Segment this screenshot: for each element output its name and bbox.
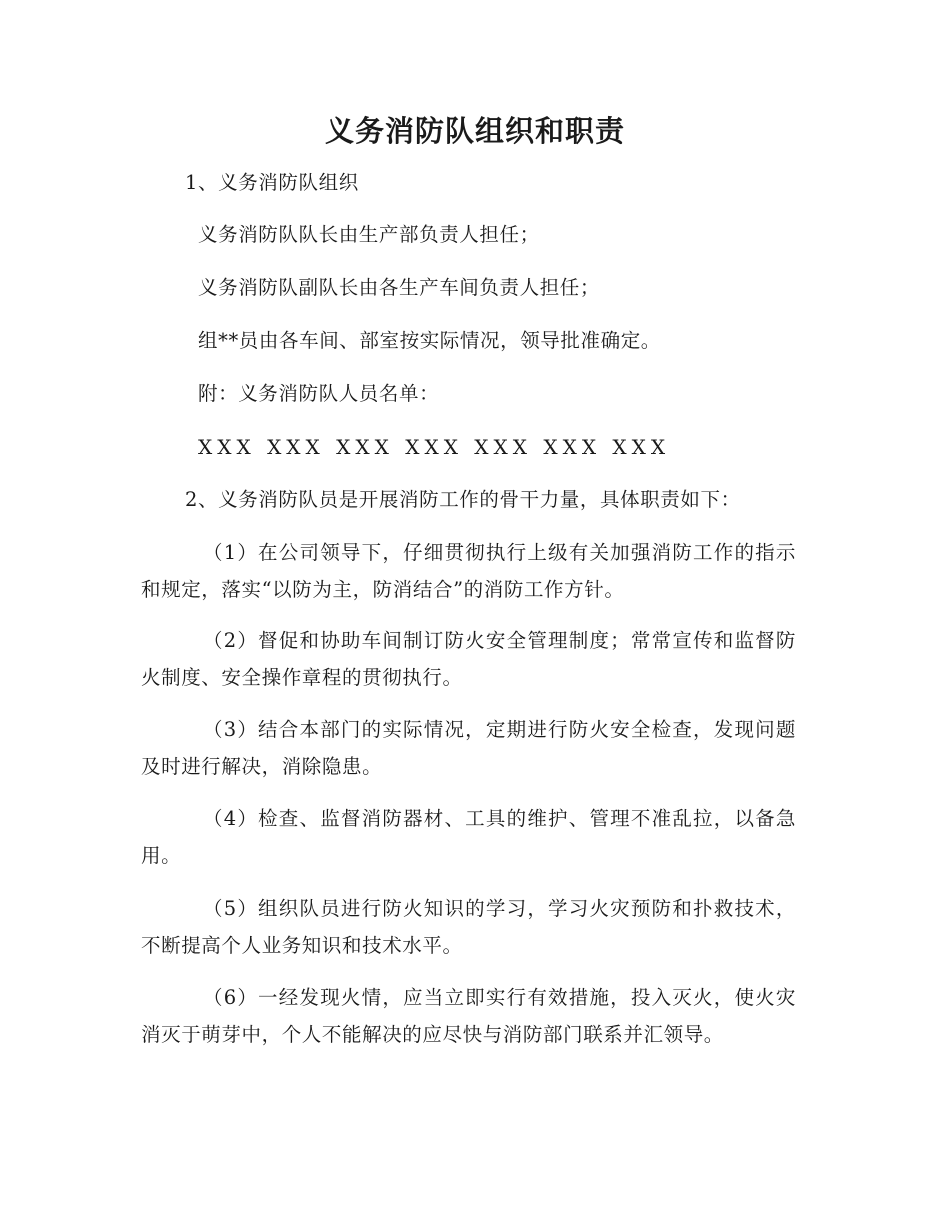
document-title: 义务消防队组织和职责 [324,114,625,148]
duty-item-6: （6）一经发现火情，应当立即实行有效措施，投入灭火，使火灾消灭于萌芽中，个人不能解决的应尽快与消防部门联系并汇领导。 [141,986,796,1046]
vice-captain-line: 义务消防队副队长由各生产车间负责人担任； [198,276,601,299]
appendix-line: 附：义务消防队人员名单： [198,382,440,405]
duty-item-5: （5）组织队员进行防火知识的学习，学习火灾预防和扑救技术，不断提高个人业务知识和技术水平。 [141,897,796,957]
duty-item-1: （1）在公司领导下，仔细贯彻执行上级有关加强消防工作的指示和规定，落实“以防为主，防消结合”的消防工作方针。 [141,541,796,601]
duty-item-4: （4）检查、监督消防器材、工具的维护、管理不准乱拉，以备急用。 [141,807,796,867]
duty-item-2: （2）督促和协助车间制订防火安全管理制度；常常宣传和监督防火制度、安全操作章程的贯彻执行。 [141,629,796,689]
captain-line: 义务消防队队长由生产部负责人担任； [198,223,540,246]
duty-item-3: （3）结合本部门的实际情况，定期进行防火安全检查，发现问题及时进行解决，消除隐患。 [141,718,796,778]
section-1-heading: 1、义务消防队组织 [185,171,359,194]
members-line: 组**员由各车间、部室按实际情况，领导批准确定。 [198,329,661,352]
section-2-heading: 2、义务消防队员是开展消防工作的骨干力量，具体职责如下： [185,488,741,511]
member-names-list: XXX XXX XXX XXX XXX XXX XXX [198,435,671,459]
